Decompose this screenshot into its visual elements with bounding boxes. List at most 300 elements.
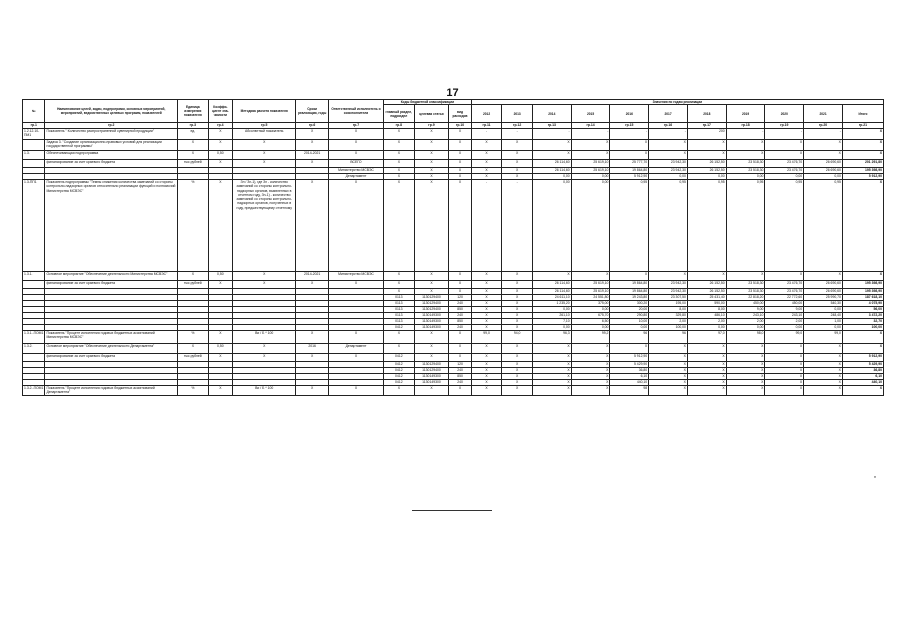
table-cell: X <box>296 354 329 362</box>
table-cell: 0,00 <box>726 325 765 331</box>
table-cell: - <box>532 129 571 140</box>
table-cell: 329,80 <box>649 313 688 319</box>
table-cell: 96 <box>610 331 649 344</box>
corner-mark: * <box>874 476 876 482</box>
table-cell: 36,80 <box>610 368 649 374</box>
table-cell: финансирование за счет краевого бюджета <box>45 160 178 168</box>
table-cell: X <box>471 374 502 380</box>
table-cell: 23 942,30 <box>649 168 688 174</box>
table-cell: X <box>502 301 533 307</box>
table-cell: 23 476,70 <box>765 160 804 168</box>
table-cell: 25 619,10 <box>571 160 610 168</box>
table-cell: X <box>532 272 571 281</box>
table-cell: X <box>296 129 329 140</box>
table-cell: 1.3.2. <box>23 344 45 354</box>
table-cell: 590,00 <box>687 301 726 307</box>
table-cell: X <box>610 272 649 281</box>
table-cell: X <box>571 386 610 396</box>
table-cell: 23 518,30 <box>726 289 765 295</box>
table-cell: 25 777,70 <box>610 160 649 168</box>
table-cell: X <box>842 180 883 272</box>
table-cell: финансирование за счет краевого бюджета <box>45 281 178 289</box>
table-cell: 26 690,60 <box>804 160 843 168</box>
table-cell: X <box>233 272 296 281</box>
table-cell: X <box>649 151 688 160</box>
table-cell: 2014-2021 <box>296 272 329 281</box>
table-cell: X <box>649 380 688 386</box>
table-cell: X <box>502 281 533 289</box>
table-cell: X <box>414 344 449 354</box>
table-cell: X <box>532 380 571 386</box>
table-cell: 0412 <box>384 362 415 368</box>
table-cell: X <box>804 354 843 362</box>
table-cell: X <box>502 151 533 160</box>
table-cell: X <box>328 180 383 272</box>
table-cell: X <box>328 386 383 396</box>
signature-line <box>412 510 492 511</box>
table-cell: финансирование за счет краевого бюджета <box>45 354 178 362</box>
table-cell: 7,10 <box>532 319 571 325</box>
table-cell: 23 518,30 <box>726 160 765 168</box>
table-cell: X <box>449 344 471 354</box>
table-cell: X <box>571 380 610 386</box>
table-cell: 440,10 <box>842 380 883 386</box>
table-cell: 99,0 <box>765 331 804 344</box>
table-cell: X <box>414 129 449 140</box>
table-cell: X <box>233 281 296 289</box>
table-cell: X <box>804 380 843 386</box>
table-cell: 100,00 <box>842 325 883 331</box>
table-cell: 540,30 <box>804 301 843 307</box>
table-cell: - <box>649 129 688 140</box>
header-name: Наименование целей, задач, подпрограмм, основных мероприятий, мероприятий, ведомственных целевых программ, показателей <box>45 100 178 123</box>
table-cell: X <box>502 374 533 380</box>
table-cell: Министерство МСВЭС <box>328 168 383 174</box>
column-number: гр.20 <box>804 123 843 129</box>
table-cell: X <box>296 386 329 396</box>
table-cell: X <box>449 129 471 140</box>
header-year: 2016 <box>610 105 649 123</box>
table-cell: X <box>449 168 471 174</box>
table-cell: 23 942,30 <box>649 289 688 295</box>
table-cell: X <box>842 129 883 140</box>
header-no: № <box>23 100 45 123</box>
table-cell: X <box>571 151 610 160</box>
table-cell: X <box>414 151 449 160</box>
header-executor: Ответственный исполнитель и соисполнители <box>328 100 383 123</box>
table-cell: 5 912,90 <box>842 174 883 180</box>
table-cell: 0,00 <box>571 180 610 272</box>
table-cell: 0,00 <box>571 174 610 180</box>
table-cell: 20,00 <box>610 307 649 313</box>
table-cell: 23 942,30 <box>649 160 688 168</box>
table-cell: X <box>842 272 883 281</box>
table-cell: - <box>502 180 533 272</box>
table-cell: 1130129400 <box>414 368 449 374</box>
table-cell: 300,20 <box>610 301 649 307</box>
table-cell: 0412 <box>384 380 415 386</box>
table-cell: 243,10 <box>726 313 765 319</box>
table-cell: 26 690,60 <box>804 168 843 174</box>
table-cell: 26 690,60 <box>804 289 843 295</box>
table-cell: X <box>208 386 232 396</box>
table-cell: 23 476,70 <box>765 168 804 174</box>
table-cell: 5 429,90 <box>842 362 883 368</box>
table-cell: X <box>726 354 765 362</box>
table-cell: тыс.рублей <box>178 354 209 362</box>
table-cell: X <box>471 174 502 180</box>
table-cell: X <box>384 386 415 396</box>
table-cell: 0113 <box>384 313 415 319</box>
table-cell: 25 431,40 <box>687 295 726 301</box>
table-cell: 26 152,50 <box>687 289 726 295</box>
table-cell: X <box>687 354 726 362</box>
table-cell: 0,00 <box>804 307 843 313</box>
table-cell: X <box>449 174 471 180</box>
table-cell: X <box>649 140 688 151</box>
table-cell: X <box>687 140 726 151</box>
table-cell: 32,70 <box>842 319 883 325</box>
table-cell: 0,95 <box>649 180 688 272</box>
table-cell: 440,10 <box>610 380 649 386</box>
table-cell: 1130149300 <box>414 374 449 380</box>
table-cell: 3 472,20 <box>842 313 883 319</box>
column-number: гр.16 <box>649 123 688 129</box>
table-row <box>23 344 884 354</box>
table-cell: % <box>178 180 209 272</box>
table-cell: 261,10 <box>532 313 571 319</box>
table-cell: 19 243,80 <box>610 295 649 301</box>
table-cell: X <box>610 344 649 354</box>
table-cell <box>23 281 45 289</box>
header-year: 2013 <box>502 105 533 123</box>
column-number: гр.15 <box>610 123 649 129</box>
table-cell: X <box>726 368 765 374</box>
table-cell: X <box>328 354 383 362</box>
table-cell: 450,00 <box>726 301 765 307</box>
table-cell: X <box>502 272 533 281</box>
table-cell: 1130149300 <box>414 325 449 331</box>
column-number: гр.17 <box>687 123 726 129</box>
table-row <box>23 140 884 151</box>
table-cell: 19 864,80 <box>610 289 649 295</box>
table-cell: 26 152,50 <box>687 168 726 174</box>
table-cell: 0412 <box>384 325 415 331</box>
table-cell: X <box>842 344 883 354</box>
table-cell: X <box>471 362 502 368</box>
table-row <box>23 386 884 396</box>
table-cell: 290,80 <box>610 313 649 319</box>
table-cell: X <box>649 272 688 281</box>
table-cell: X <box>765 380 804 386</box>
table-cell: 0,00 <box>726 174 765 180</box>
column-number: гр.19 <box>765 123 804 129</box>
table-cell: X <box>765 354 804 362</box>
table-cell: X <box>384 272 415 281</box>
table-cell: 0,95 <box>726 180 765 272</box>
table-cell: 0,00 <box>532 307 571 313</box>
table-cell: 6,10 <box>842 374 883 380</box>
table-cell: 1130149300 <box>414 380 449 386</box>
header-year: 2020 <box>765 105 804 123</box>
table-cell: 1.2.12.10-ПМ1 <box>23 129 45 140</box>
table-cell: X <box>726 151 765 160</box>
table-cell: X <box>449 281 471 289</box>
table-cell: X <box>502 307 533 313</box>
table-cell: Основное мероприятие "Обеспечение деятельности Департамента" <box>45 344 178 354</box>
table-cell: Департамент <box>328 344 383 354</box>
table-cell: X <box>471 140 502 151</box>
table-cell: 26 152,50 <box>687 160 726 168</box>
table-cell: X <box>296 331 329 344</box>
table-cell: Зн / Зn-1), где Зn - количество замечаний со стороны контрольно-надзорных органов, выявленных в отчетном году, Зn-1) - количество замечаний со стороны контрольно-надзорных органов, полученных в году, предшествующему отчетному <box>233 180 296 272</box>
table-cell: Показатель " Количество распространенной сувенирной продукции" <box>45 129 178 140</box>
table-cell: X <box>502 140 533 151</box>
table-cell: - <box>571 129 610 140</box>
table-cell: 1130129400 <box>414 307 449 313</box>
table-cell: X <box>384 281 415 289</box>
table-cell: X <box>414 168 449 174</box>
table-cell: 5 912,90 <box>842 354 883 362</box>
table-cell: X <box>532 374 571 380</box>
table-cell: 0412 <box>384 374 415 380</box>
table-cell: 24 551,80 <box>571 295 610 301</box>
table-cell: 240 <box>449 313 471 319</box>
column-number: гр.2 <box>45 123 178 129</box>
table-cell: X <box>471 307 502 313</box>
column-number: гр.4 <box>208 123 232 129</box>
table-cell: X <box>649 344 688 354</box>
table-cell: 187 618,10 <box>842 295 883 301</box>
table-cell: 26 152,50 <box>687 281 726 289</box>
table-cell: X <box>502 319 533 325</box>
table-cell: 0,00 <box>804 174 843 180</box>
table-cell: - <box>502 129 533 140</box>
table-cell: 23 476,70 <box>765 289 804 295</box>
table-cell: 0,00 <box>610 325 649 331</box>
table-cell: 22 818,20 <box>726 295 765 301</box>
table-cell: X <box>384 160 415 168</box>
table-cell: X <box>471 380 502 386</box>
page-number: 17 <box>446 87 459 99</box>
table-cell: X <box>208 331 232 344</box>
table-cell: X <box>414 331 449 344</box>
table-cell: 240 <box>449 325 471 331</box>
column-number: гр.9 <box>414 123 449 129</box>
table-cell: X <box>687 374 726 380</box>
table-cell: - <box>471 129 502 140</box>
table-cell: X <box>414 289 449 295</box>
table-cell: X <box>471 295 502 301</box>
table-cell: X <box>765 374 804 380</box>
table-cell: 0,00 <box>765 325 804 331</box>
table-cell: X <box>178 140 209 151</box>
header-year: 2021 <box>804 105 843 123</box>
table-cell: 26 114,60 <box>532 289 571 295</box>
table-cell: X <box>687 380 726 386</box>
column-number: гр.3 <box>178 123 209 129</box>
column-number: гр.18 <box>726 123 765 129</box>
table-cell: 850 <box>449 307 471 313</box>
header-year: 2014 <box>532 105 571 123</box>
table-cell: Министерство МСВЭС <box>328 272 383 281</box>
table-cell: тыс.рублей <box>178 281 209 289</box>
table-cell: X <box>532 140 571 151</box>
table-cell: X <box>384 129 415 140</box>
table-cell: 26 114,60 <box>532 168 571 174</box>
table-cell: X <box>471 319 502 325</box>
table-cell: X <box>502 325 533 331</box>
table-cell: X <box>649 374 688 380</box>
header-vid: вид расходов <box>449 105 471 123</box>
table-cell: X <box>649 354 688 362</box>
table-cell: 1.3-ПП1 <box>23 180 45 272</box>
table-cell: X <box>571 368 610 374</box>
table-cell: 0,00 <box>532 180 571 272</box>
table-cell: X <box>471 272 502 281</box>
table-cell: 0,95 <box>687 180 726 272</box>
table-cell: 1130149300 <box>414 319 449 325</box>
table-cell: 0,00 <box>532 174 571 180</box>
table-cell: X <box>328 281 383 289</box>
table-cell: - <box>804 129 843 140</box>
table-cell: Задача 3. "Создание организационно-правовых условий для реализации государственной программы" <box>45 140 178 151</box>
table-cell: X <box>571 140 610 151</box>
header-values-by-year: Значения по годам реализации <box>471 100 883 105</box>
table-cell <box>23 354 45 362</box>
table-cell: 23 518,30 <box>726 168 765 174</box>
table-cell: X <box>502 295 533 301</box>
table-cell: X <box>502 386 533 396</box>
table-cell: 26 114,60 <box>532 160 571 168</box>
table-cell: - <box>471 180 502 272</box>
table-cell: 2,00 <box>649 319 688 325</box>
table-cell: X <box>687 272 726 281</box>
table-cell: X <box>571 374 610 380</box>
header-year: 2017 <box>649 105 688 123</box>
table-cell: 1 235,20 <box>532 301 571 307</box>
table-row <box>23 272 884 281</box>
table-cell: 99,2 <box>571 331 610 344</box>
table-cell: % <box>178 331 209 344</box>
table-cell: X <box>208 160 232 168</box>
table-cell: - <box>765 129 804 140</box>
table-cell: 96 <box>649 331 688 344</box>
table-cell: 0,00 <box>765 174 804 180</box>
table-row <box>23 281 884 289</box>
table-cell: X <box>449 331 471 344</box>
table-cell: 24 611,10 <box>532 295 571 301</box>
table-cell: 19 864,80 <box>610 281 649 289</box>
table-cell: X <box>502 313 533 319</box>
table-cell: X <box>384 140 415 151</box>
table-cell: X <box>726 374 765 380</box>
table-cell: 450,00 <box>765 301 804 307</box>
table-cell: 1.3. <box>23 151 45 160</box>
table-cell: X <box>384 289 415 295</box>
table-cell: X <box>804 368 843 374</box>
table-cell: X <box>765 362 804 368</box>
table-cell: X <box>414 281 449 289</box>
table-cell: X <box>502 344 533 354</box>
table-cell: 850 <box>449 319 471 325</box>
header-total: Итого <box>842 105 883 123</box>
table-cell: X <box>726 380 765 386</box>
table-cell: 195 398,90 <box>842 289 883 295</box>
table-cell: X <box>471 344 502 354</box>
table-row <box>23 129 884 140</box>
table-cell: 195,00 <box>649 301 688 307</box>
table-cell: X <box>328 140 383 151</box>
table-cell: 22 772,60 <box>765 295 804 301</box>
table-cell: X <box>765 386 804 396</box>
table-row <box>23 331 884 344</box>
table-cell: X <box>233 140 296 151</box>
table-cell: 5 429,90 <box>610 362 649 368</box>
table-cell: 23 518,30 <box>726 281 765 289</box>
table-cell: 240 <box>449 368 471 374</box>
table-cell: X <box>208 129 232 140</box>
table-cell: - <box>610 129 649 140</box>
table-cell: X <box>532 368 571 374</box>
table-cell: X <box>804 374 843 380</box>
table-cell: Абсолютный показатель <box>233 129 296 140</box>
table-cell: X <box>384 168 415 174</box>
table-cell: X <box>471 289 502 295</box>
table-cell: 100,00 <box>649 325 688 331</box>
table-row <box>23 354 884 362</box>
table-cell: X <box>233 344 296 354</box>
table-cell <box>23 140 45 151</box>
table-cell: X <box>471 151 502 160</box>
table-cell: X <box>296 180 329 272</box>
header-year: 2015 <box>571 105 610 123</box>
table-cell: 0113 <box>384 295 415 301</box>
table-row <box>23 160 884 168</box>
table-cell: 0,00 <box>687 325 726 331</box>
table-cell: X <box>414 160 449 168</box>
table-cell: X <box>384 174 415 180</box>
table-cell: 23 476,70 <box>765 281 804 289</box>
table-cell: X <box>502 368 533 374</box>
table-cell: 240 <box>449 301 471 307</box>
table-cell: X <box>649 386 688 396</box>
table-cell: X <box>471 313 502 319</box>
table-cell: 1.3.1.-ПОМ1 <box>23 331 45 344</box>
table-cell: X <box>328 151 383 160</box>
table-cell: 0113 <box>384 301 415 307</box>
table-cell: 0,50 <box>208 151 232 160</box>
table-cell: 1130129400 <box>414 295 449 301</box>
table-cell: X <box>687 151 726 160</box>
table-cell: 2,00 <box>765 319 804 325</box>
table-cell: 98,0 <box>726 331 765 344</box>
header-year: 2012 <box>471 105 502 123</box>
column-number: гр.12 <box>502 123 533 129</box>
program-table <box>22 99 884 396</box>
table-cell: X <box>449 386 471 396</box>
table-cell: X <box>726 140 765 151</box>
table-cell: X <box>804 140 843 151</box>
table-cell: 0,00 <box>804 325 843 331</box>
table-cell: X <box>178 344 209 354</box>
table-cell: X <box>233 151 296 160</box>
table-cell: X <box>726 362 765 368</box>
table-cell: X <box>414 180 449 272</box>
table-cell: X <box>449 160 471 168</box>
table-cell: 201 291,80 <box>842 160 883 168</box>
table-cell: 120 <box>449 362 471 368</box>
